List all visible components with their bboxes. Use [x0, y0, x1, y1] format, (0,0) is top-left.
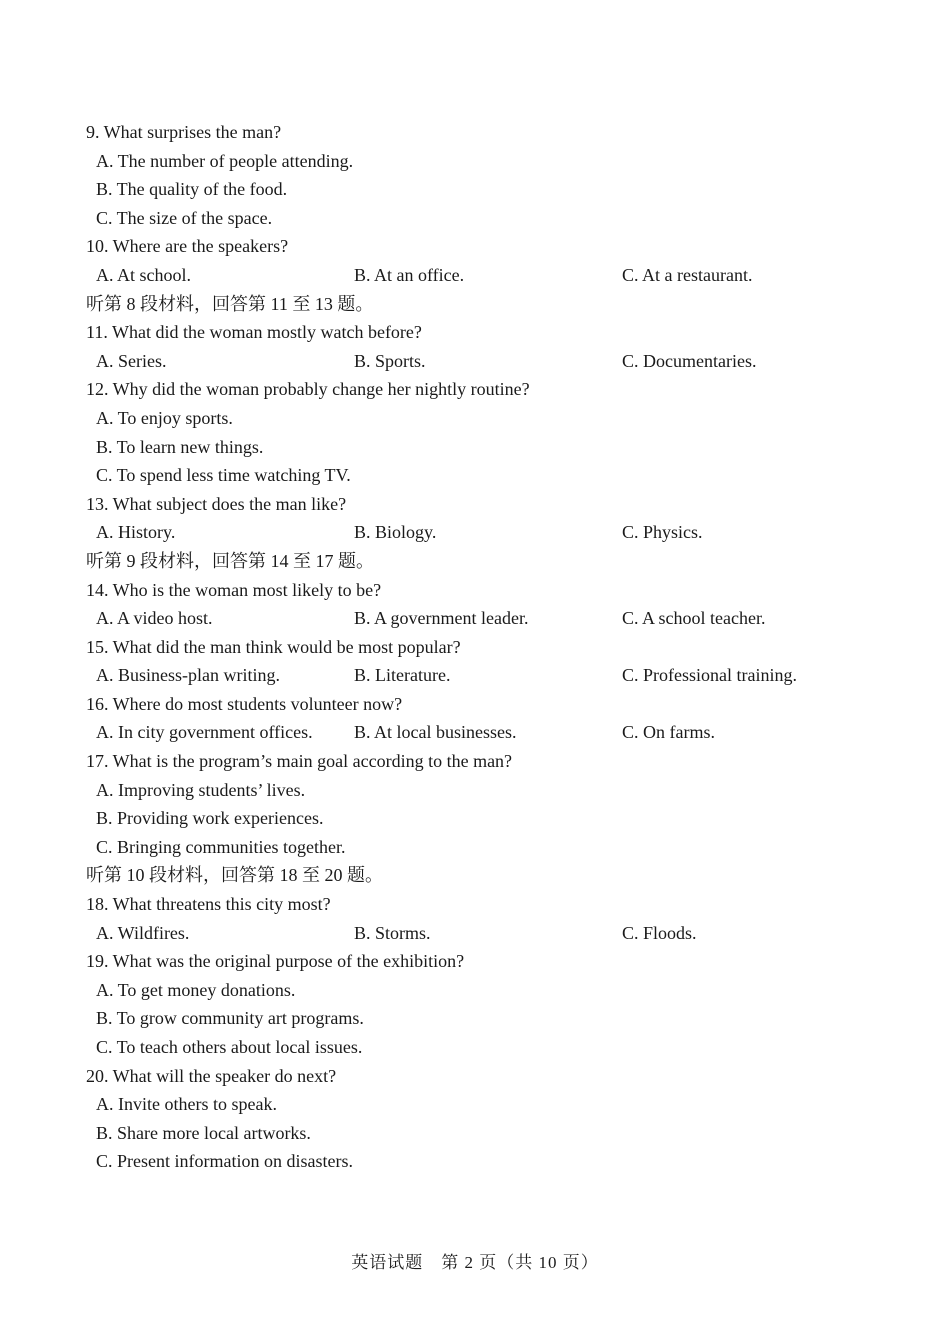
option-c: C. Floods.	[622, 922, 697, 943]
option-b: B. Storms.	[354, 922, 431, 943]
section-instruction: 听第 9 段材料，回答第 14 至 17 题。	[86, 550, 374, 571]
question-q18-options	[86, 919, 886, 948]
section-instruction: 听第 8 段材料，回答第 11 至 13 题。	[86, 293, 374, 314]
option-a: A. The number of people attending.	[96, 150, 354, 171]
option-a: A. At school.	[96, 264, 192, 285]
question-q11-stem: 11. What did the woman mostly watch before?	[86, 322, 422, 343]
question-q13-stem: 13. What subject does the man like?	[86, 493, 347, 514]
option-a: A. History.	[96, 522, 176, 543]
question-q12-stem: 12. Why did the woman probably change her nightly routine?	[86, 379, 530, 400]
option-b: B. Literature.	[354, 665, 451, 686]
question-q16-options	[86, 718, 886, 747]
option-b: B. Sports.	[354, 350, 426, 371]
question-q19-stem: 19. What was the original purpose of the exhibition?	[86, 951, 465, 972]
option-c: C. Professional training.	[622, 665, 797, 686]
option-c: C. To spend less time watching TV.	[96, 465, 351, 486]
option-b: B. To grow community art programs.	[96, 1008, 364, 1029]
question-q15-options	[86, 661, 886, 690]
option-c: C. To teach others about local issues.	[96, 1037, 363, 1057]
question-q18-stem: 18. What threatens this city most?	[86, 894, 331, 915]
option-b: B. Providing work experiences.	[96, 808, 324, 829]
option-a: A. Business-plan writing.	[96, 665, 280, 686]
question-q10-stem: 10. Where are the speakers?	[86, 236, 289, 257]
option-a: A. Wildfires.	[96, 922, 190, 943]
question-q15-stem: 15. What did the man think would be most popular?	[86, 636, 461, 657]
option-b: B. At an office.	[354, 264, 465, 285]
option-a: A. Invite others to speak.	[96, 1094, 277, 1115]
option-c: C. Present information on disasters.	[96, 1151, 353, 1172]
question-q16-stem: 16. Where do most students volunteer now?	[86, 693, 403, 714]
option-c: C. The size of the space.	[96, 207, 273, 228]
page-footer: 英语试题 第 2 页（共 10 页）	[351, 1253, 599, 1272]
option-a: A. A video host.	[96, 608, 213, 629]
question-list	[86, 118, 886, 1176]
option-b: B. Biology.	[354, 522, 437, 543]
question-q14-options	[86, 604, 886, 633]
option-b: B. At local businesses.	[354, 722, 517, 743]
question-q13-options	[86, 518, 886, 547]
option-c: C. On farms.	[622, 722, 715, 743]
option-c: C. Bringing communities together.	[96, 836, 346, 857]
question-q14-stem: 14. Who is the woman most likely to be?	[86, 579, 382, 600]
question-q11-options	[86, 347, 886, 376]
option-a: A. To get money donations.	[96, 979, 296, 1000]
option-c: C. Documentaries.	[622, 350, 757, 371]
option-b: B. To learn new things.	[96, 436, 264, 457]
option-c: C. A school teacher.	[622, 608, 766, 629]
question-q9-stem: 9. What surprises the man?	[86, 122, 282, 142]
option-c: C. Physics.	[622, 522, 703, 543]
question-q20-stem: 20. What will the speaker do next?	[86, 1065, 337, 1086]
section-instruction: 听第 10 段材料，回答第 18 至 20 题。	[86, 865, 383, 886]
option-a: A. Series.	[96, 350, 167, 371]
option-a: A. To enjoy sports.	[96, 407, 233, 428]
question-q10-options	[86, 261, 886, 290]
option-b: B. Share more local artworks.	[96, 1122, 311, 1143]
option-b: B. The quality of the food.	[96, 179, 288, 200]
option-a: A. Improving students’ lives.	[96, 779, 306, 800]
question-q17-stem: 17. What is the program’s main goal according to the man?	[86, 751, 513, 772]
option-b: B. A government leader.	[354, 608, 529, 629]
option-c: C. At a restaurant.	[622, 264, 753, 285]
option-a: A. In city government offices.	[96, 722, 313, 743]
